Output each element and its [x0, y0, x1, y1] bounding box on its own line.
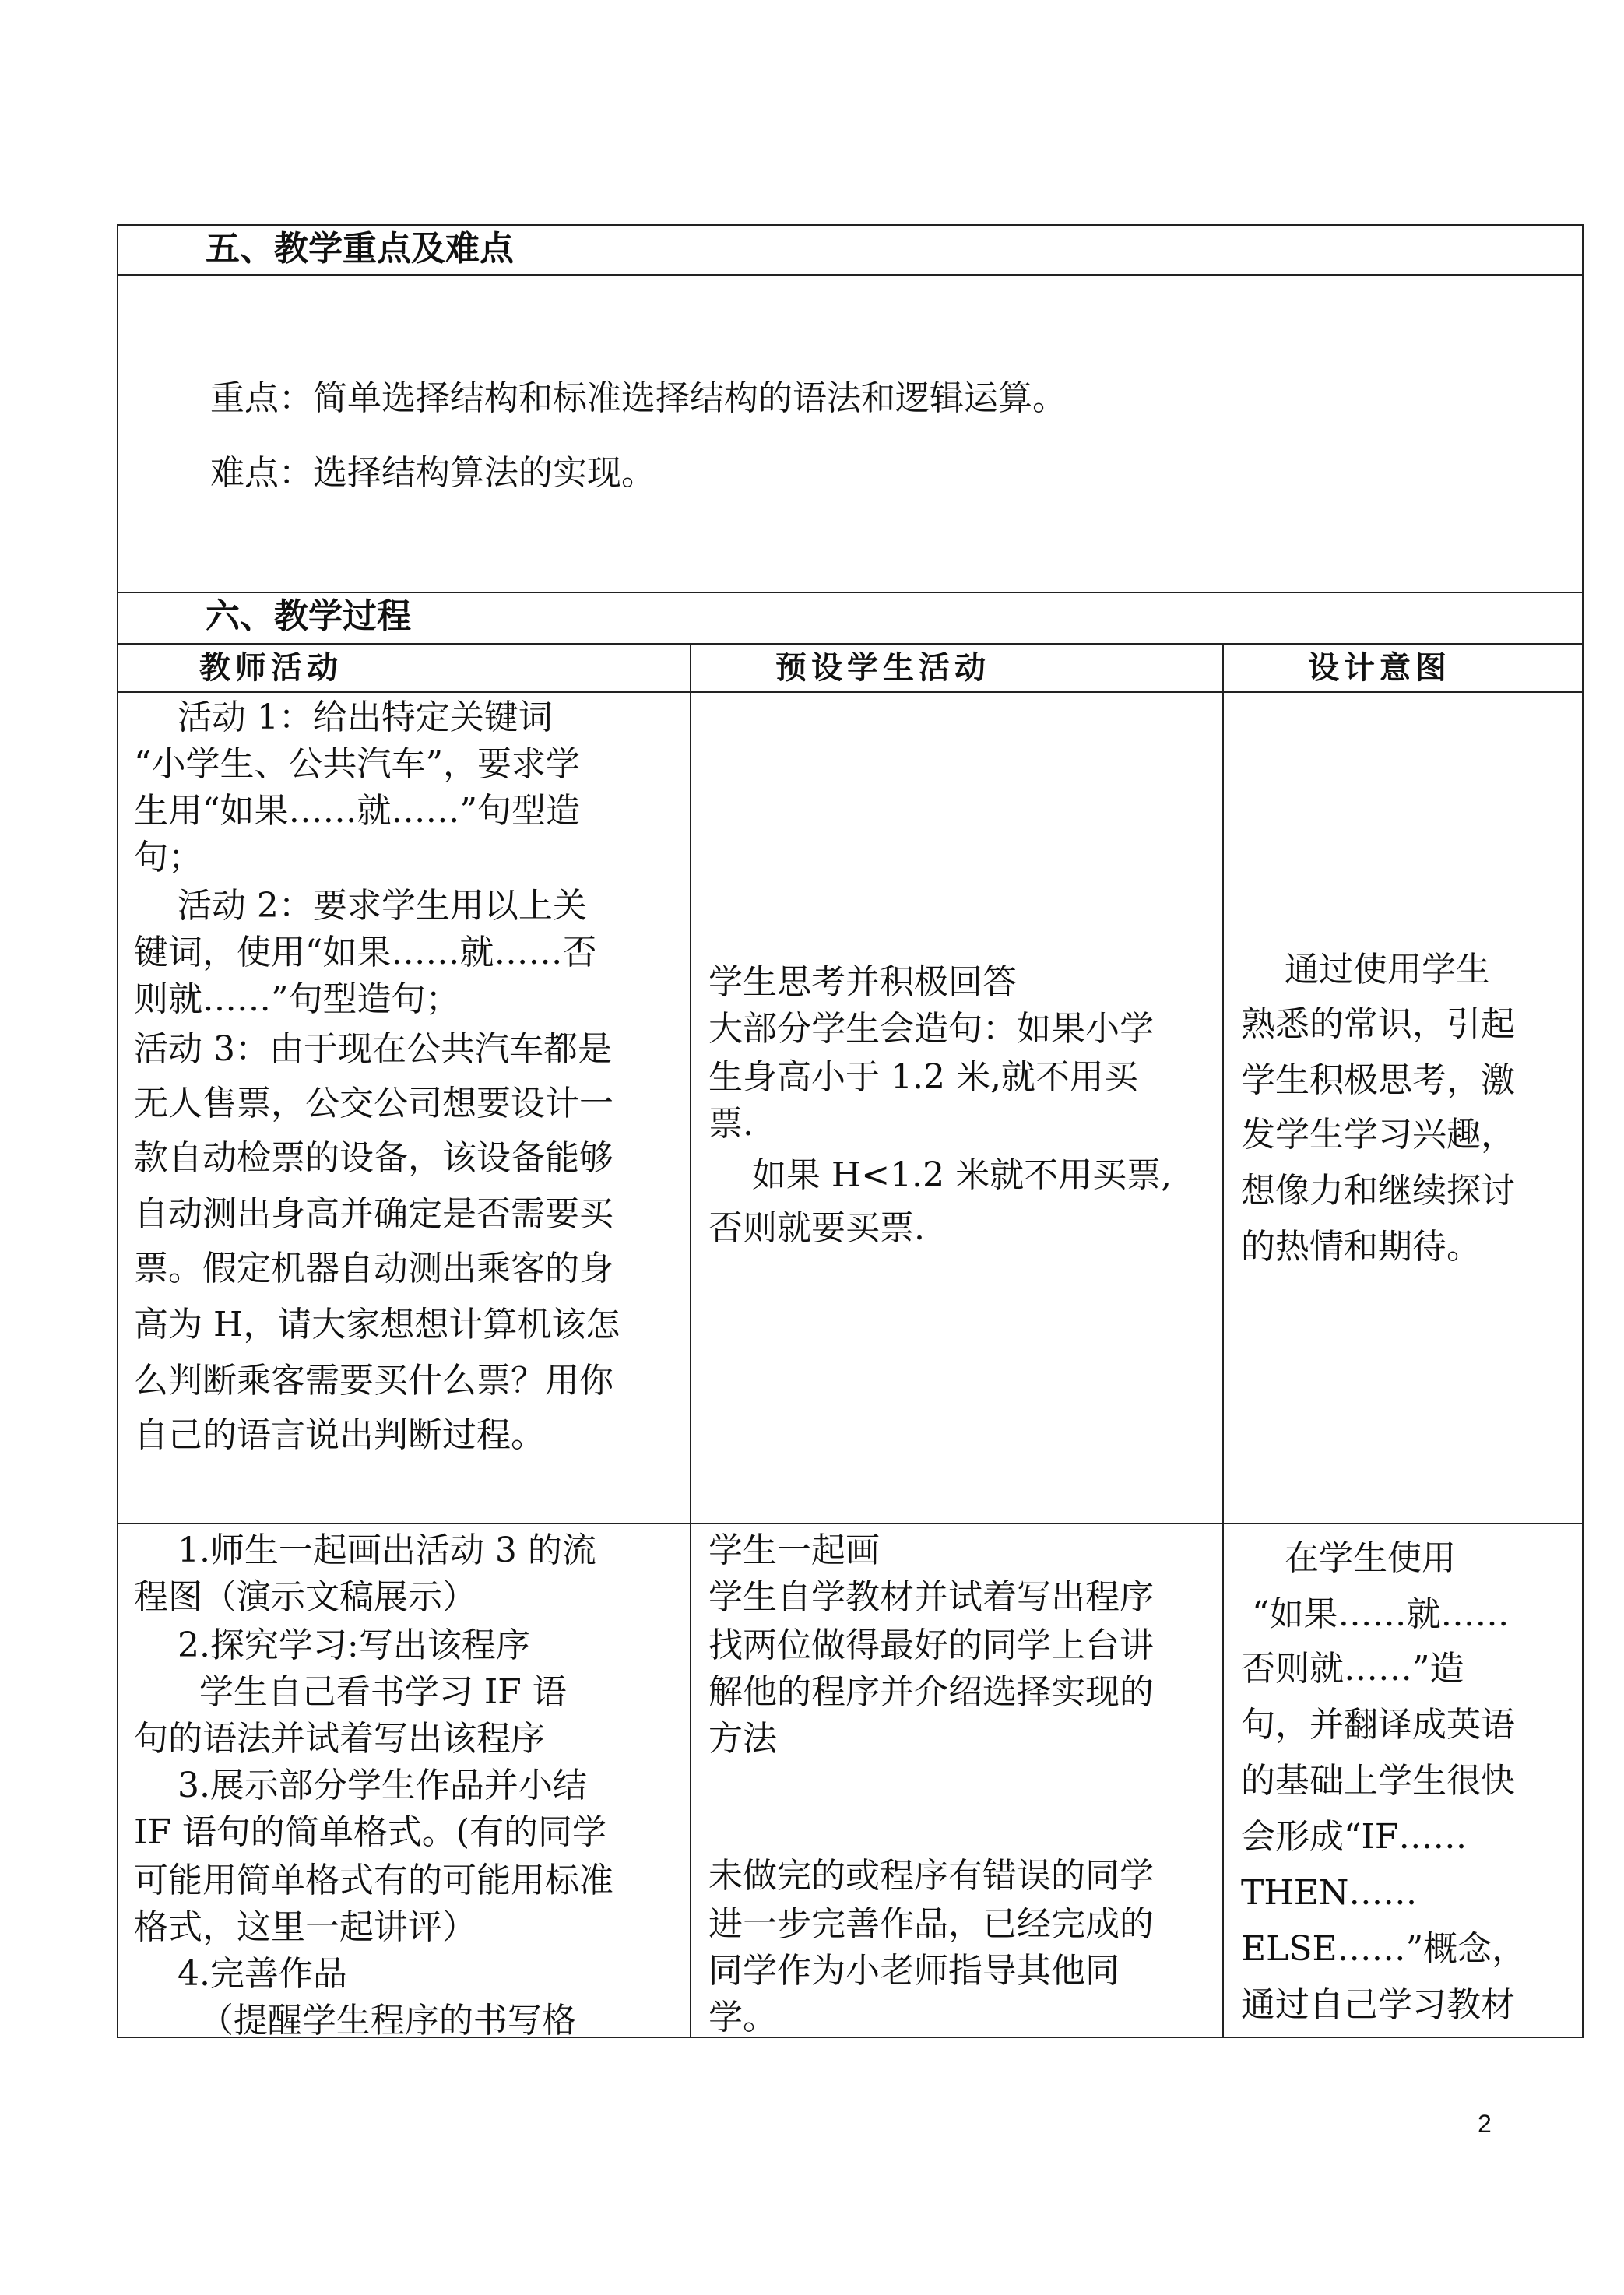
row2-student-line: 找两位做得最好的同学上台讲 [708, 1625, 1154, 1665]
table-border-right [1582, 224, 1584, 2038]
column-divider-2 [1222, 643, 1224, 2038]
row2-teacher-line: （提醒学生程序的书写格 [134, 2001, 576, 2040]
row2-teacher-line: 1.师生一起画出活动 3 的流 [134, 1531, 596, 1570]
row1-teacher-line: 则就……”句型造句； [134, 979, 460, 1019]
row2-intent-line: THEN…… [1241, 1873, 1418, 1913]
row1-teacher-line: 么判断乘客需要买什么票？用你 [134, 1361, 613, 1401]
row1-student-line: 生身高小于 1.2 米,就不用买 [708, 1057, 1138, 1097]
row1-intent-line: 发学生学习兴趣， [1241, 1115, 1515, 1155]
row1-student-line: 学生思考并积极回答 [708, 962, 1017, 1002]
row1-teacher-line: 高为 H，请大家想想计算机该怎 [134, 1305, 620, 1344]
row2-teacher-line: 格式，这里一起讲评） [134, 1907, 476, 1947]
row1-intent-line: 的热情和期待。 [1241, 1227, 1481, 1267]
row1-teacher-line: 票。假定机器自动测出乘客的身 [134, 1249, 613, 1288]
row2-intent-line: 否则就……”造 [1241, 1649, 1464, 1689]
row2-teacher-line: 学生自己看书学习 IF 语 [134, 1672, 567, 1712]
row1-teacher-line: 自己的语言说出判断过程。 [134, 1415, 545, 1455]
row1-teacher-line: 活动 2：要求学生用以上关 [134, 886, 587, 926]
row2-student-line: 方法 [708, 1719, 777, 1759]
row2-student-line: 解他的程序并介绍选择实现的 [708, 1672, 1154, 1712]
row2-student-line: 同学作为小老师指导其他同 [708, 1951, 1120, 1991]
row-divider-section5 [117, 274, 1584, 276]
row2-intent-line: 句，并翻译成英语 [1241, 1705, 1515, 1745]
row1-intent-line: 想像力和继续探讨 [1241, 1171, 1515, 1211]
row2-intent-line: ELSE……”概念， [1241, 1929, 1527, 1969]
table-border-left [117, 224, 118, 2038]
row1-teacher-line: 键词，使用“如果……就……否 [134, 933, 597, 972]
row1-student-line: 大部分学生会造句：如果小学 [708, 1009, 1154, 1049]
row1-teacher-line: 款自动检票的设备，该设备能够 [134, 1138, 613, 1178]
row2-teacher-line: 2.探究学习:写出该程序 [134, 1625, 530, 1665]
header-design-intent: 设计意图 [1308, 650, 1451, 686]
column-divider-1 [690, 643, 691, 2038]
row1-teacher-line: 无人售票，公交公司想要设计一 [134, 1084, 613, 1123]
row2-intent-line: 的基础上学生很快 [1241, 1761, 1515, 1801]
row2-student-line: 学生一起画 [708, 1531, 880, 1570]
row2-teacher-line: 可能用简单格式有的可能用标准 [134, 1861, 613, 1900]
difficulty-text: 难点：选择结构算法的实现。 [210, 453, 656, 493]
row2-intent-line: “如果……就…… [1241, 1594, 1510, 1634]
row1-teacher-line: 自动测出身高并确定是否需要买 [134, 1194, 613, 1234]
key-point-text: 重点：简单选择结构和标准选择结构的语法和逻辑运算。 [210, 378, 1067, 418]
row2-teacher-line: 句的语法并试着写出该程序 [134, 1719, 545, 1759]
row1-student-line: 票. [708, 1104, 754, 1144]
row1-student-line: 如果 H<1.2 米就不用买票, [708, 1155, 1172, 1195]
row1-intent-line: 学生积极思考，激 [1241, 1060, 1515, 1100]
section5-title: 五、教学重点及难点 [206, 229, 514, 269]
row2-teacher-line: 3.展示部分学生作品并小结 [134, 1766, 587, 1805]
row1-teacher-line: 生用“如果……就……”句型造 [134, 791, 580, 831]
row2-intent-line: 通过自己学习教材 [1241, 1985, 1515, 2025]
header-student-activity: 预设学生活动 [775, 650, 990, 686]
row1-intent-line: 通过使用学生 [1241, 950, 1490, 989]
row2-intent-line: 会形成“IF…… [1241, 1817, 1468, 1857]
header-teacher-activity: 教师活动 [199, 650, 343, 686]
row1-teacher-line: 句； [134, 838, 202, 877]
row2-student-line: 学。 [708, 1998, 777, 2037]
row1-teacher-line: 活动 1：给出特定关键词 [134, 698, 553, 737]
row2-student-line: 未做完的或程序有错误的同学 [708, 1856, 1154, 1896]
row2-teacher-line: 程图（演示文稿展示） [134, 1577, 476, 1617]
row-divider-header-bottom [117, 691, 1584, 693]
row2-teacher-line: 4.完善作品 [134, 1954, 347, 1994]
row1-teacher-line: “小学生、公共汽车”，要求学 [134, 744, 580, 784]
row1-intent-line: 熟悉的常识，引起 [1241, 1004, 1515, 1044]
section6-title: 六、教学过程 [206, 596, 411, 636]
row2-student-line: 进一步完善作品，已经完成的 [708, 1904, 1154, 1944]
row-divider-row1 [117, 1523, 1584, 1524]
row1-teacher-line: 活动 3：由于现在公共汽车都是 [134, 1029, 612, 1069]
row2-student-line: 学生自学教材并试着写出程序 [708, 1577, 1154, 1617]
row2-teacher-line: IF 语句的简单格式。(有的同学 [134, 1812, 607, 1852]
row1-student-line: 否则就要买票. [708, 1208, 925, 1248]
row2-intent-line: 在学生使用 [1241, 1538, 1456, 1578]
page-number: 2 [1478, 2110, 1492, 2138]
